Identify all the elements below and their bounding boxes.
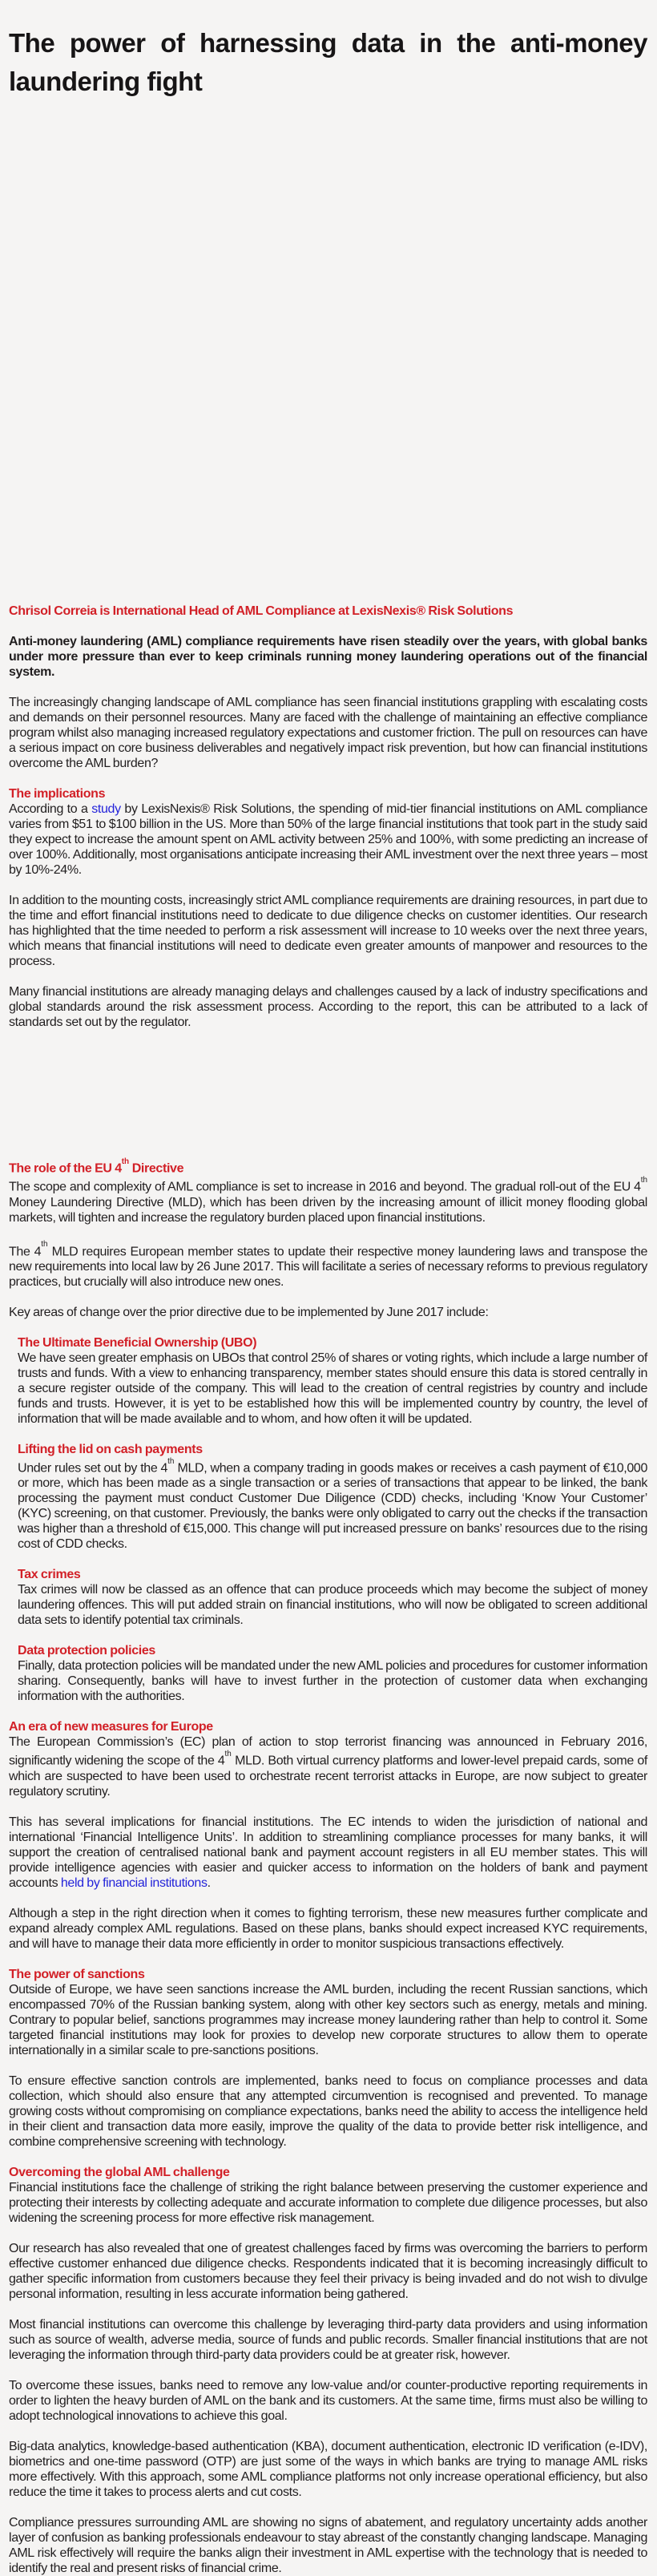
paragraph: Under rules set out by the 4th MLD, when a company trading in goods makes or receives a cash payment of €10,000 or more, which has been made as a single transaction or a series of transactions that appear to be linked, the bank processing the payment must conduct Customer Due Diligence (CDD) checks, including ‘Know Your Customer’ (KYC) screening, on that customer. Previously, the banks were only obligated to carry out the checks if the transaction was higher than a threshold of €15,000. This change will put increased pressure on banks’ resources due to the rising cost of CDD checks. — [18, 1456, 647, 1552]
study-link[interactable]: study — [91, 802, 121, 817]
paragraph: The scope and complexity of AML compliance is set to increase in 2016 and beyond. The gradual roll-out of the EU 4th Money Laundering Directive (MLD), which has been driven by the increasing amount of illicit money flooding global markets, will tighten and increase the regulatory burden placed upon financial institutions. — [9, 1175, 647, 1225]
paragraph: Our research has also revealed that one of greatest challenges faced by firms was overcoming the barriers to perform effective customer enhanced due diligence checks. Respondents indicated that it is becoming increasingly difficult to gather specific information from customers because they feel their privacy is being invaded and do not wish to divulge personal information, resulting in less accurate information being gathered. — [9, 2241, 647, 2301]
paragraph: In addition to the mounting costs, increasingly strict AML compliance requirements are draining resources, in part due to the time and effort financial institutions need to dedicate to due diligence checks on customer identities. Our research has highlighted that the time needed to perform a risk assessment will increase to 10 weeks over the next three years, which means that financial institutions will need to dedicate even greater amounts of manpower and resources to the process. — [9, 894, 647, 969]
key-area-heading-tax-crimes: Tax crimes — [18, 1568, 81, 1582]
section-overcoming-aml-challenge — [9, 2165, 647, 2576]
byline: Chrisol Correia is International Head of AML Compliance at LexisNexis® Risk Solutions — [9, 604, 514, 619]
paragraph: We have seen greater emphasis on UBOs that control 25% of shares or voting rights, which include a large number of trusts and funds. With a view to enhancing transparency, member states should ensure this data is stored centrally in a secure register outside of the company. This will lead to the creation of central registries by country and include funds and trusts. However, it is yet to be established how this will be implemented country by country, the level of information that will be made available and to whom, and how often it will be updated. — [18, 1351, 647, 1427]
key-area-data-protection — [18, 1643, 647, 1704]
section-heading-overcoming-aml-challenge: Overcoming the global AML challenge — [9, 2165, 230, 2179]
paragraph: The European Commission’s (EC) plan of action to stop terrorist financing was announced in February 2016, significantly widening the scope of the 4th MLD. Both virtual currency platforms and lower-level prepaid cards, some of which are suspected to have been used to orchestrate recent terrorist attacks in Europe, are now subject to greater regulatory scrutiny. — [9, 1735, 647, 1799]
paragraph: This has several implications for financial institutions. The EC intends to widen the jurisdiction of national and international ‘Financial Intelligence Units’. In addition to streamlining compliance processes for many banks, it will support the creation of centralised national bank and payment account registers in all EU member states. This will provide intelligence agencies with easier and quicker access to information on the holders of bank and payment accounts held by financial institutions. — [9, 1815, 647, 1890]
paragraph: Outside of Europe, we have seen sanctions increase the AML burden, including the recent Russian sanctions, which encompassed 70% of the Russian banking system, along with other key sectors such as energy, metals and mining. Contrary to popular belief, sanctions programmes may increase money laundering rather than help to control it. Some targeted financial institutions may look for proxies to develop new corporate structures to allow them to operate internationally in a similar scale to pre-sanctions positions. — [9, 1982, 647, 2057]
paragraph: Tax crimes will now be classed as an offence that can produce proceeds which may become the subject of money laundering offences. This will put added strain on financial institutions, who will now be obligated to screen additional data sets to identify potential tax criminals. — [18, 1583, 647, 1628]
article-title: The power of harnessing data in the anti-money laundering fight — [9, 28, 647, 96]
section-heading-power-of-sanctions: The power of sanctions — [9, 1967, 145, 1981]
intro-paragraph: The increasingly changing landscape of AML compliance has seen financial institutions grappling with escalating costs and demands on their personnel resources. Many are faced with the challenge of maintaining an effective compliance program whilst also managing increased regulatory expectations and customer friction. The pull on resources can have a serious impact on core business deliverables and negatively impact risk prevention, but how can financial institutions overcome the AML burden? — [9, 696, 647, 771]
key-area-heading-data-protection: Data protection policies — [18, 1644, 155, 1658]
key-area-heading-ubo: The Ultimate Beneficial Ownership (UBO) — [18, 1336, 257, 1351]
paragraph: Finally, data protection policies will be mandated under the new AML policies and procedures for customer information sharing. Consequently, banks will have to invest further in the protection of customer data when exchanging information with the authorities. — [18, 1659, 647, 1704]
paragraph: The 4th MLD requires European member states to update their respective money laundering laws and transpose the new requirements into local law by 26 June 2017. This will facilitate a series of necessary reforms to previous regulatory practices, but crucially will also introduce new ones. — [9, 1240, 647, 1290]
paragraph: Key areas of change over the prior directive due to be implemented by June 2017 include: — [9, 1306, 489, 1320]
paragraph: To ensure effective sanction controls are implemented, banks need to focus on compliance processes and data collection, which should also ensure that any attempted circumvention is recognised and prevented. To manage growing costs without compromising on compliance expectations, banks need the ability to access the intelligence held in their client and transaction data more easily, improve the quality of the data to provide better risk intelligence, and combine comprehensive screening with technology. — [9, 2073, 647, 2149]
paragraph: Most financial institutions can overcome this challenge by leveraging third-party data providers and using information such as source of wealth, adverse media, source of funds and public records. Smaller financial institutions that are not leveraging the information through third-party data providers could be at greater risk, however. — [9, 2317, 647, 2362]
section-eu-4th-directive — [9, 1157, 647, 1320]
section-gap — [9, 1045, 647, 1149]
paragraph: Financial institutions face the challenge of striking the right balance between preserving the customer experience and protecting their interests by collecting adequate and accurate information to complete due diligence processes, but also widening the screening process for more effective risk management. — [9, 2180, 647, 2225]
paragraph: Although a step in the right direction when it comes to fighting terrorism, these new measures further complicate and expand already complex AML regulations. Based on these plans, banks should expect increased KYC requirements, and will have to manage their data more efficiently in order to monitor suspicious transactions effectively. — [9, 1906, 647, 1951]
key-area-tax-crimes — [18, 1567, 647, 1628]
section-power-of-sanctions — [9, 1967, 647, 2150]
paragraph: Compliance pressures surrounding AML are showing no signs of abatement, and regulatory uncertainty adds another layer of confusion as banking professionals endeavour to stay abreast of the constantly changing landscape. Managing AML risk effectively will require the banks align their investment in AML expertise with the technology that is needed to identify the real and present risks of financial crime. — [9, 2515, 647, 2575]
key-area-ubo — [18, 1335, 647, 1427]
paragraph: Many financial institutions are already managing delays and challenges caused by a lack of industry specifications and global standards around the risk assessment process. According to the report, this can be attributed to a lack of standards set out by the regulator. — [9, 985, 647, 1030]
section-implications — [9, 786, 647, 1030]
hero-empty-space — [9, 100, 647, 604]
held-by-financial-institutions-link[interactable]: held by financial institutions — [60, 1875, 208, 1890]
intro-lead-paragraph: Anti-money laundering (AML) compliance requirements have risen steadily over the years, with global banks under more pressure than ever to keep criminals running money laundering operations out of the financial system. — [9, 635, 647, 680]
paragraph: According to a study by LexisNexis® Risk Solutions, the spending of mid-tier financial institutions on AML compliance varies from $51 to $100 billion in the US. More than 50% of the large financial institutions that took part in the study said they expect to increase the amount spent on AML activity between 25% and 100%, with some predicting an increase of over 100%. Additionally, most organisations anticipate increasing their AML investment over the next three years – most by 10%-24%. — [9, 802, 647, 878]
section-new-measures-europe — [9, 1719, 647, 1951]
section-heading-new-measures-europe: An era of new measures for Europe — [9, 1720, 213, 1734]
key-area-cash-payments — [18, 1442, 647, 1552]
section-heading-eu-4th-directive: The role of the EU 4th Directive — [9, 1157, 184, 1176]
section-heading-implications: The implications — [9, 787, 106, 801]
paragraph: To overcome these issues, banks need to remove any low-value and/or counter-productive reporting requirements in order to lighten the heavy burden of AML on the bank and its customers. At the same time, firms must also be willing to adopt technological innovations to achieve this goal. — [9, 2378, 647, 2423]
key-areas-block — [9, 1335, 647, 1704]
paragraph: Big-data analytics, knowledge-based authentication (KBA), document authentication, electronic ID verification (e-IDV), biometrics and one-time password (OTP) are just some of the ways in which banks are trying to manage AML risks more effectively. With this approach, some AML compliance platforms not only increase operational efficiency, but also reduce the time it takes to process alerts and cut costs. — [9, 2439, 647, 2499]
key-area-heading-cash-payments: Lifting the lid on cash payments — [18, 1443, 203, 1457]
